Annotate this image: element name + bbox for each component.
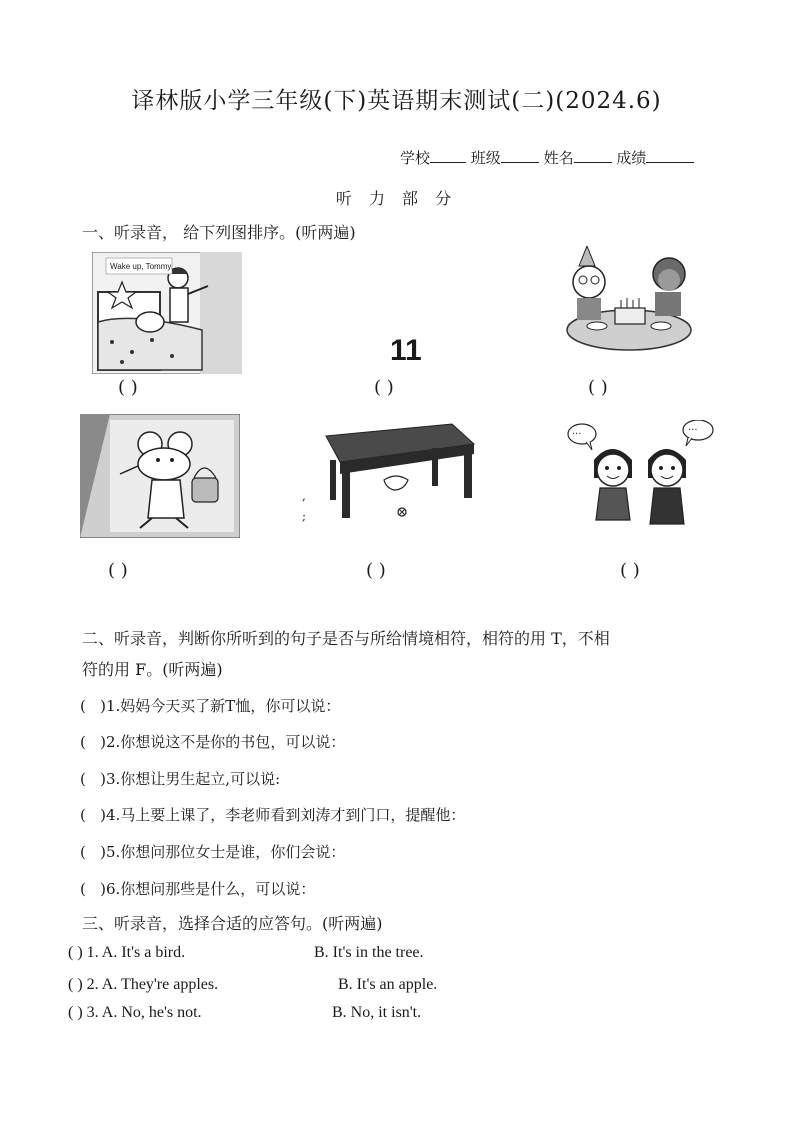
listening-part-label: 听 力 部 分	[335, 189, 458, 208]
desk-picture	[300, 414, 480, 532]
number-eleven: 11	[390, 334, 422, 367]
mc-item-2: ( ) 2. A. They're apples.	[68, 976, 219, 993]
section2-heading-line2: 符的用 F。(听两遍)	[82, 660, 223, 679]
section2-heading	[82, 623, 722, 685]
speech-dots-right: ···	[688, 425, 698, 436]
name-blank[interactable]	[574, 148, 612, 163]
order-box-2[interactable]: ( )	[374, 377, 394, 398]
mc-answer-1[interactable]: ( )	[68, 944, 83, 961]
mc-answer-2[interactable]: ( )	[68, 976, 83, 993]
order-box-5[interactable]: ( )	[366, 560, 386, 581]
order-box-6[interactable]: ( )	[620, 560, 640, 581]
section3-heading: 三、听录音，选择合适的应答句。(听两遍)	[82, 914, 383, 933]
judge-item-5: ( )5.你想问那位女士是谁，你们会说：	[80, 843, 346, 861]
mc-item-3-option-b: B. No, it isn't.	[332, 1004, 422, 1021]
speech-dots-left: ···	[572, 429, 582, 440]
page-title: 译林版小学三年级(下)英语期末测试(二)(2024.6)	[131, 88, 662, 114]
mc-answer-3[interactable]: ( )	[68, 1004, 83, 1021]
mouse-picture	[80, 414, 240, 538]
order-box-4[interactable]: ( )	[108, 560, 128, 581]
judge-answer-6[interactable]: ( )	[80, 880, 107, 898]
mc-item-2-option-b: B. It's an apple.	[338, 976, 438, 993]
judge-answer-1[interactable]: ( )	[80, 697, 107, 715]
two-girls-picture	[560, 420, 720, 530]
score-blank[interactable]	[646, 148, 694, 163]
name-label: 姓名	[543, 149, 574, 167]
judge-answer-4[interactable]: ( )	[80, 806, 107, 824]
svg-text:;: ;	[302, 509, 307, 523]
order-box-3[interactable]: ( )	[588, 377, 608, 398]
judge-answer-3[interactable]: ( )	[80, 770, 107, 788]
svg-text:,: ,	[302, 489, 306, 503]
student-info-line	[400, 147, 694, 168]
judge-answer-5[interactable]: ( )	[80, 843, 107, 861]
judge-answer-2[interactable]: ( )	[80, 733, 107, 751]
birthday-picture	[565, 246, 693, 358]
mc-item-1: ( ) 1. A. It's a bird.	[68, 944, 186, 961]
score-label: 成绩	[616, 149, 647, 167]
judge-item-1: ( )1.妈妈今天买了新T恤，你可以说：	[80, 697, 341, 715]
school-blank[interactable]	[430, 148, 466, 163]
judge-item-4: ( )4.马上要上课了，李老师看到刘涛才到门口，提醒他：	[80, 806, 466, 824]
bedroom-caption: Wake up, Tommy.	[110, 262, 173, 271]
judge-item-2: ( )2.你想说这不是你的书包，可以说：	[80, 733, 346, 751]
mc-item-3: ( ) 3. A. No, he's not.	[68, 1004, 202, 1021]
judge-item-6: ( )6.你想问那些是什么，可以说：	[80, 880, 316, 898]
mc-item-1-option-b: B. It's in the tree.	[314, 944, 424, 961]
section2-heading-line1: 二、听录音，判断你所听到的句子是否与所给情境相符，相符的用 T，不相	[82, 629, 610, 648]
section1-heading: 一、听录音， 给下列图排序。(听两遍)	[82, 223, 356, 242]
class-label: 班级	[470, 149, 501, 167]
order-box-1[interactable]: ( )	[118, 377, 138, 398]
class-blank[interactable]	[501, 148, 539, 163]
judge-item-3: ( )3.你想让男生起立,可以说:	[80, 770, 281, 788]
bedroom-picture	[92, 252, 242, 374]
school-label: 学校	[400, 149, 431, 167]
